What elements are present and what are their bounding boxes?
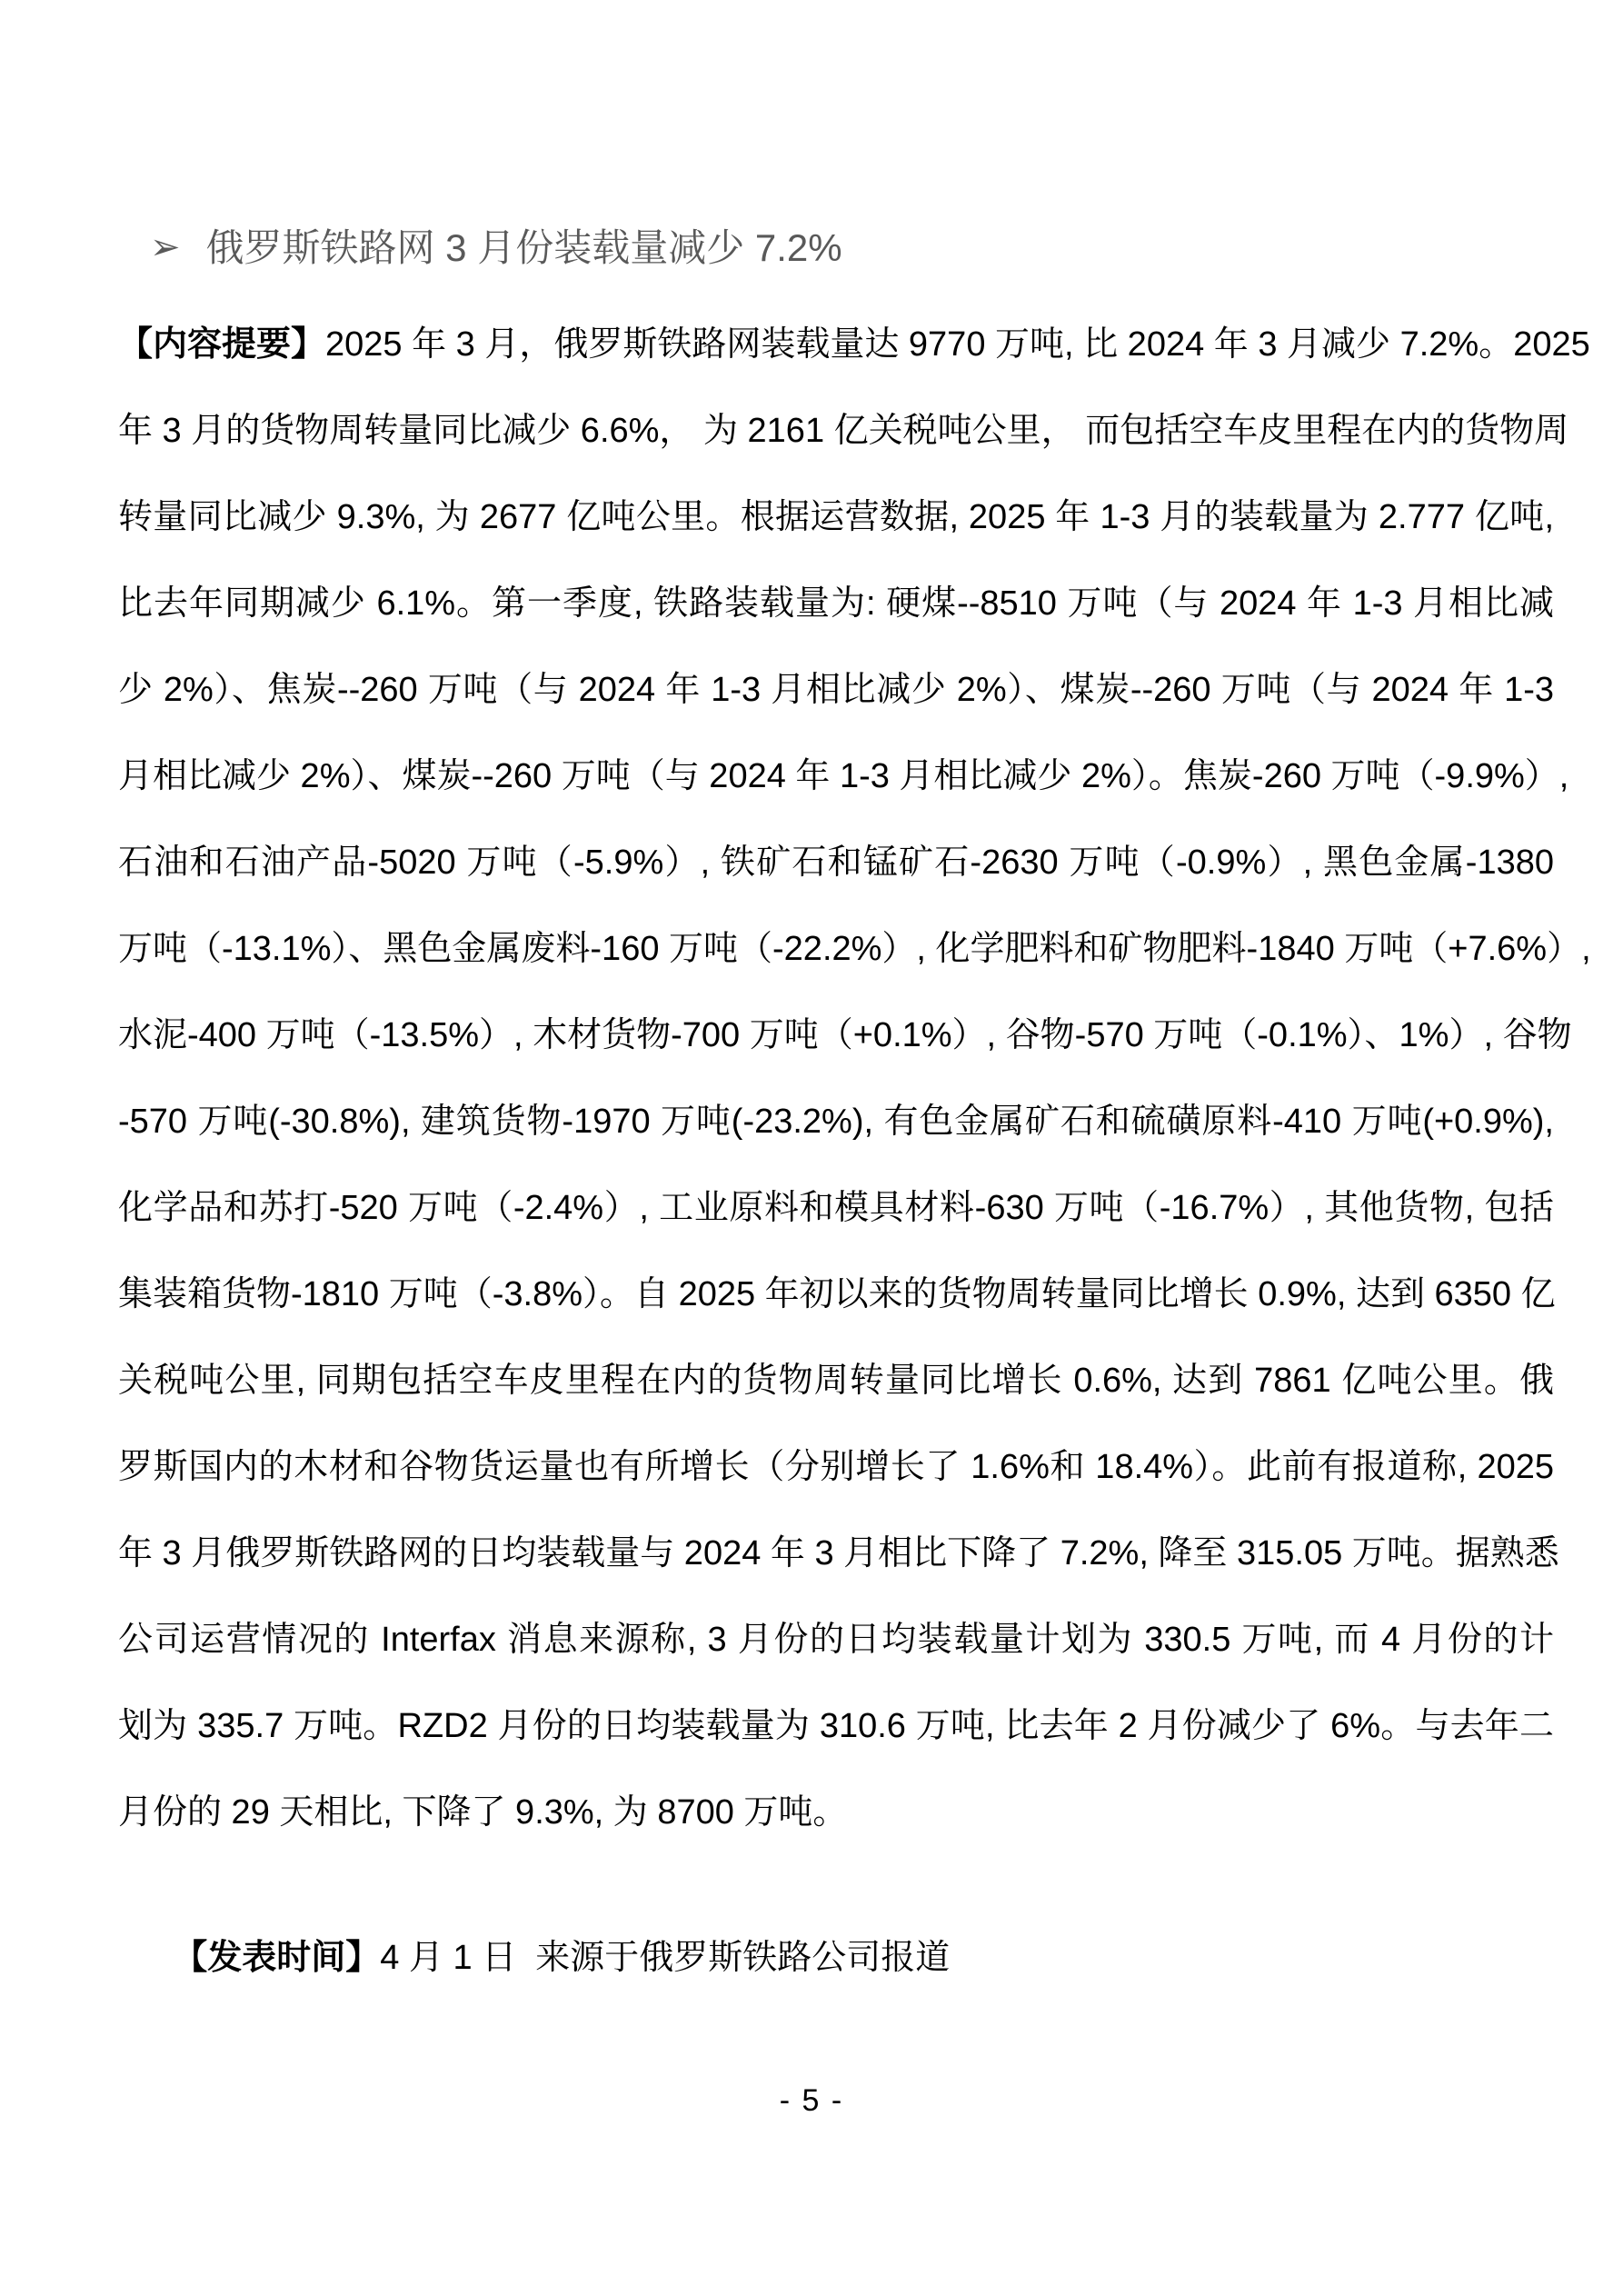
paragraph-line: 关税吨公里, 同期包括空车皮里程在内的货物周转量同比增长 0.6%, 达到 7861 亿吨公里。俄 bbox=[118, 1362, 1554, 1400]
paragraph-line: 少 2%）、焦炭--260 万吨（与 2024 年 1-3 月相比减少 2%）、煤炭--260 万吨（与 2024 年 1-3 bbox=[118, 671, 1554, 709]
paragraph-line: 转量同比减少 9.3%, 为 2677 亿吨公里。根据运营数据, 2025 年 1-3 月的装载量为 2.777 亿吨, bbox=[118, 498, 1554, 536]
publish-time-label: 【发表时间】 bbox=[173, 1939, 381, 1977]
paragraph-line: 划为 335.7 万吨。RZD2 月份的日均装载量为 310.6 万吨, 比去年 2 月份减少了 6%。与去年二 bbox=[118, 1707, 1554, 1745]
paragraph-line: 万吨（-13.1%）、黑色金属废料-160 万吨（-22.2%）, 化学肥料和矿物肥料-1840 万吨（+7.6%）, bbox=[118, 930, 1591, 968]
paragraph-line: 月相比减少 2%）、煤炭--260 万吨（与 2024 年 1-3 月相比减少 2%）。焦炭-260 万吨（-9.9%）, bbox=[118, 757, 1569, 795]
paragraph-line: 化学品和苏打-520 万吨（-2.4%）, 工业原料和模具材料-630 万吨（-16.7%）, 其他货物, 包括 bbox=[118, 1189, 1554, 1227]
summary-label: 【内容提要】 bbox=[118, 325, 326, 364]
paragraph-line: -570 万吨(-30.8%), 建筑货物-1970 万吨(-23.2%), 有色金属矿石和硫磺原料-410 万吨(+0.9%), bbox=[118, 1103, 1554, 1141]
paragraph-line: 石油和石油产品-5020 万吨（-5.9%）, 铁矿石和锰矿石-2630 万吨（-0.9%）, 黑色金属-1380 bbox=[118, 844, 1554, 882]
section-heading bbox=[150, 225, 842, 271]
paragraph-line: 公司运营情况的 Interfax 消息来源称, 3 月份的日均装载量计划为 330.5 万吨, 而 4 月份的计 bbox=[118, 1621, 1554, 1659]
paragraph-line: 集装箱货物-1810 万吨（-3.8%）。自 2025 年初以来的货物周转量同比增长 0.9%, 达到 6350 亿 bbox=[118, 1275, 1556, 1313]
page-number: - 5 - bbox=[779, 2083, 844, 2118]
summary-paragraph bbox=[118, 302, 1591, 1856]
arrow-bullet-icon: ➢ bbox=[150, 227, 181, 267]
publish-time-line bbox=[134, 1829, 950, 2088]
paragraph-line: 月份的 29 天相比, 下降了 9.3%, 为 8700 万吨。 bbox=[118, 1793, 848, 1832]
paragraph-line: 年 3 月俄罗斯铁路网的日均装载量与 2024 年 3 月相比下降了 7.2%, 降至 315.05 万吨。据熟悉 bbox=[118, 1534, 1559, 1572]
section-heading-text: 俄罗斯铁路网 3 月份装载量减少 7.2% bbox=[205, 226, 842, 269]
paragraph-line: 【内容提要】2025 年 3 月，俄罗斯铁路网装载量达 9770 万吨, 比 2024 年 3 月减少 7.2%。2025 bbox=[118, 325, 1590, 364]
paragraph-line: 比去年同期减少 6.1%。第一季度, 铁路装载量为: 硬煤--8510 万吨（与 2024 年 1-3 月相比减 bbox=[118, 584, 1554, 623]
paragraph-line: 年 3 月的货物周转量同比减少 6.6%， 为 2161 亿关税吨公里， 而包括空车皮里程在内的货物周 bbox=[118, 412, 1569, 450]
publish-time-text: 4 月 1 日 来源于俄罗斯铁路公司报道 bbox=[380, 1939, 951, 1977]
paragraph-line: 罗斯国内的木材和谷物货运量也有所增长（分别增长了 1.6%和 18.4%）。此前有报道称, 2025 bbox=[118, 1448, 1554, 1486]
paragraph-line: 水泥-400 万吨（-13.5%）, 木材货物-700 万吨（+0.1%）, 谷物-570 万吨（-0.1%）、1%）, 谷物 bbox=[118, 1016, 1572, 1054]
